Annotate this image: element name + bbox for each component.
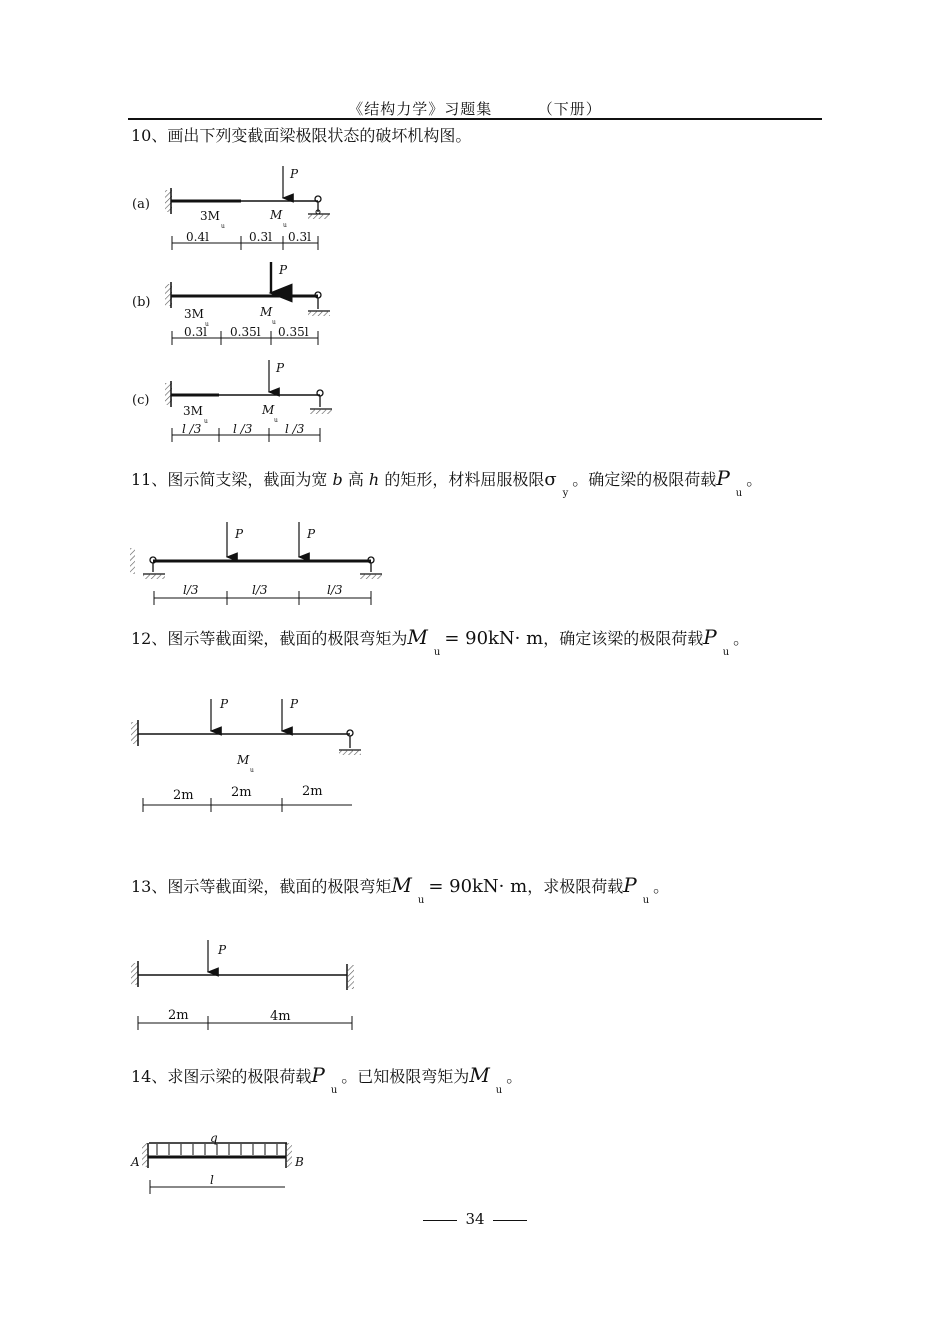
q12-P: P (703, 625, 717, 649)
ground-hatch (308, 311, 330, 316)
load-label-2: P (290, 697, 299, 711)
moment-3mu: 3M (184, 307, 204, 321)
q11-h: h (368, 470, 380, 489)
header-title: 《结构力学》习题集 (348, 100, 493, 118)
beam-b (132, 262, 330, 345)
question-14 (131, 1063, 523, 1096)
moment-sub2: u (283, 222, 287, 229)
question-12 (131, 625, 750, 658)
ground-hatch-left (143, 574, 165, 579)
q12-M-sub: u (433, 647, 441, 658)
load-label: P (276, 361, 285, 375)
fixed-support-right-hatch (347, 965, 354, 989)
label-c: (c) (132, 393, 150, 408)
moment-sub: u (221, 223, 225, 230)
q13-P: P (623, 873, 637, 897)
q11-sigma: σ (544, 469, 557, 490)
distributed-load-arrows (157, 1144, 277, 1155)
question-11 (131, 466, 763, 499)
label-b: B (295, 1155, 304, 1169)
label-a: (a) (132, 197, 150, 212)
q-label: q (210, 1131, 218, 1145)
q12-P-sub: u (722, 647, 730, 658)
fixed-support-left-hatch (131, 963, 138, 985)
dim-1: 0.3l (184, 325, 207, 339)
dimension-line (150, 1180, 285, 1194)
header-volume: （下册） (537, 100, 602, 118)
page-number: 34 (465, 1210, 485, 1228)
moment-sub2: u (272, 319, 276, 326)
q12-eq: = 90kN· m (444, 628, 544, 649)
dim-2: 0.3l (249, 230, 272, 244)
q11-sigma-sub: y (562, 488, 569, 499)
roller-pin (347, 730, 353, 736)
question-10: 10、画出下列变截面梁极限状态的破坏机构图。 (131, 126, 472, 145)
q13-eq: = 90kN· m (428, 876, 528, 897)
fixed-support-hatch (131, 722, 138, 744)
q11-end: 。 (746, 470, 763, 489)
dim-2: 2m (231, 785, 252, 800)
figure-q11 (130, 522, 382, 605)
q11-P-sub: u (735, 488, 743, 499)
q12-end: 。 (733, 629, 750, 648)
q11-b: b (332, 470, 343, 489)
wall-hatch-left (130, 548, 135, 574)
dim-1: 2m (173, 788, 194, 803)
moment-sub: u (204, 418, 208, 425)
moment-mu: M (260, 305, 273, 319)
q14-P: P (311, 1063, 325, 1087)
q13-text-1: 13、图示等截面梁，截面的极限弯矩 (131, 877, 392, 896)
moment-sub2: u (274, 417, 278, 424)
q11-text-3: 的矩形，材料屈服极限 (384, 470, 545, 489)
q13-M-sub: u (417, 895, 425, 906)
dim-3: l/3 (327, 583, 343, 597)
q14-text-1: 14、求图示梁的极限荷载 (131, 1067, 312, 1086)
moment-sub: u (250, 767, 254, 774)
q11-text-1: 11、图示简支梁，截面为宽 (131, 470, 328, 489)
q12-M: M (407, 625, 428, 649)
dim-2: 0.35l (230, 325, 261, 339)
figure-q13 (131, 940, 354, 1030)
dim-l: l (210, 1173, 214, 1187)
ground-hatch (310, 409, 332, 414)
dim-2: l /3 (233, 422, 253, 436)
label-a: A (131, 1155, 140, 1169)
moment-mu: M (262, 403, 275, 417)
ground-hatch (339, 750, 361, 755)
load-label-2: P (307, 527, 316, 541)
footer-dash-left (423, 1220, 457, 1221)
support-b-hatch (286, 1143, 292, 1167)
dim-2: 4m (270, 1009, 291, 1024)
load-label-1: P (235, 527, 244, 541)
dim-3: l /3 (285, 422, 305, 436)
moment-3mu: 3M (200, 209, 220, 223)
q14-M-sub: u (495, 1085, 503, 1096)
dim-2: l/3 (252, 583, 268, 597)
q12-text-1: 12、图示等截面梁，截面的极限弯矩为 (131, 629, 408, 648)
dim-1: l /3 (182, 422, 202, 436)
beam-a (132, 166, 330, 250)
moment-mu: M (237, 753, 250, 767)
load-label-1: P (220, 697, 229, 711)
page-footer (0, 1210, 950, 1228)
q11-P: P (716, 466, 730, 490)
dim-1: l/3 (183, 583, 199, 597)
load-label: P (290, 167, 299, 181)
dim-3: 0.3l (288, 230, 311, 244)
dim-1: 2m (168, 1008, 189, 1023)
load-label: P (279, 263, 288, 277)
label-b: (b) (132, 295, 151, 310)
q11-text-2: 高 (347, 470, 364, 489)
dim-3: 2m (302, 784, 323, 799)
q13-P-sub: u (642, 895, 650, 906)
q13-M: M (391, 873, 412, 897)
q14-P-sub: u (330, 1085, 338, 1096)
q14-end: 。 (506, 1067, 523, 1086)
question-13 (131, 873, 670, 906)
moment-sub: u (205, 321, 209, 328)
q13-end: 。 (653, 877, 670, 896)
ground-hatch (308, 214, 330, 219)
moment-3mu: 3M (183, 404, 203, 418)
support-a-hatch (142, 1143, 148, 1167)
q11-text-4: 。确定梁的极限荷载 (572, 470, 717, 489)
figure-q12 (131, 697, 361, 812)
dim-1: 0.4l (186, 230, 209, 244)
figure-q14 (130, 1131, 304, 1194)
dim-3: 0.35l (278, 325, 309, 339)
q13-text-2: ，求极限荷载 (527, 877, 624, 896)
beam-c (132, 360, 332, 442)
q14-text-2: 。已知极限弯矩为 (341, 1067, 470, 1086)
load-label: P (218, 943, 227, 957)
q12-text-2: ，确定该梁的极限荷载 (543, 629, 704, 648)
footer-dash-right (493, 1220, 527, 1221)
q14-M: M (469, 1063, 490, 1087)
moment-mu: M (270, 208, 283, 222)
ground-hatch-right (360, 574, 382, 579)
